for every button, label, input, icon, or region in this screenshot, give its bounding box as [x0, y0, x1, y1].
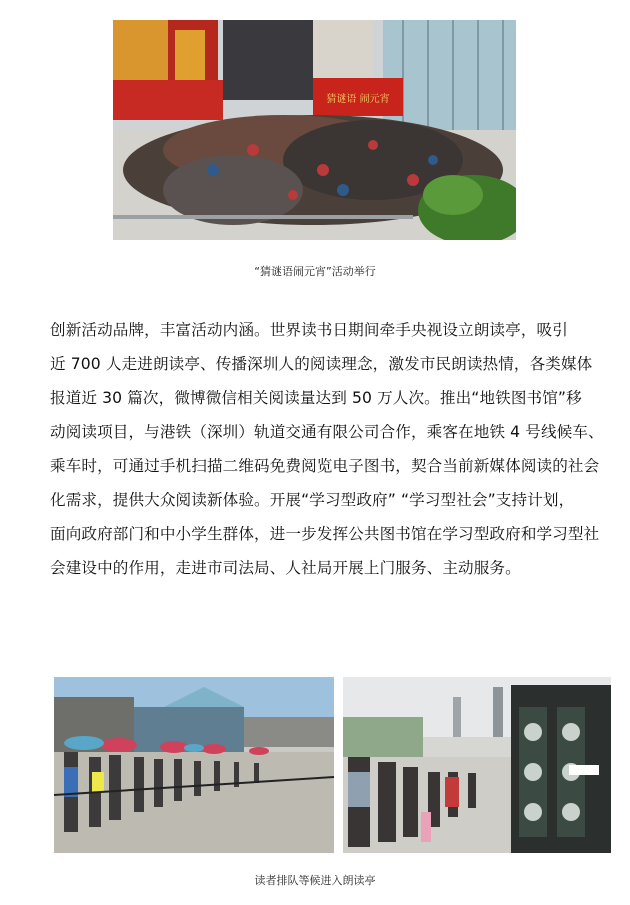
body-paragraph	[50, 313, 610, 585]
photo-caption-top: “猜谜语闹元宵”活动举行	[254, 265, 376, 278]
event-photo-lantern-riddles	[113, 20, 516, 240]
body-line: 近 700 人走进朗读亭、传播深圳人的阅读理念，激发市民朗读热情，各类媒体	[50, 355, 593, 373]
photo-caption-bottom: 读者排队等候进入朗读亭	[254, 874, 376, 887]
svg-text:猜谜语 闹元宵: 猜谜语 闹元宵	[326, 94, 390, 105]
queue-photo-umbrellas	[54, 677, 334, 853]
body-line: 面向政府部门和中小学生群体，进一步发挥公共图书馆在学习型政府和学习型社	[50, 525, 600, 543]
body-line: 化需求，提供大众阅读新体验。开展“学习型政府” “学习型社会”支持计划，	[50, 491, 575, 509]
body-line: 会建设中的作用，走进市司法局、人社局开展上门服务、主动服务。	[50, 559, 521, 577]
body-line: 报道近 30 篇次，微博微信相关阅读量达到 50 万人次。推出“地铁图书馆”移	[50, 389, 582, 407]
body-line: 乘车时，可通过手机扫描二维码免费阅览电子图书，契合当前新媒体阅读的社会	[50, 457, 600, 475]
queue-photo-reading-booth	[343, 677, 611, 853]
body-line: 创新活动品牌，丰富活动内涵。世界读书日期间牵手央视设立朗读亭，吸引	[50, 321, 568, 339]
body-line: 动阅读项目，与港铁（深圳）轨道交通有限公司合作，乘客在地铁 4 号线候车、	[50, 423, 604, 441]
